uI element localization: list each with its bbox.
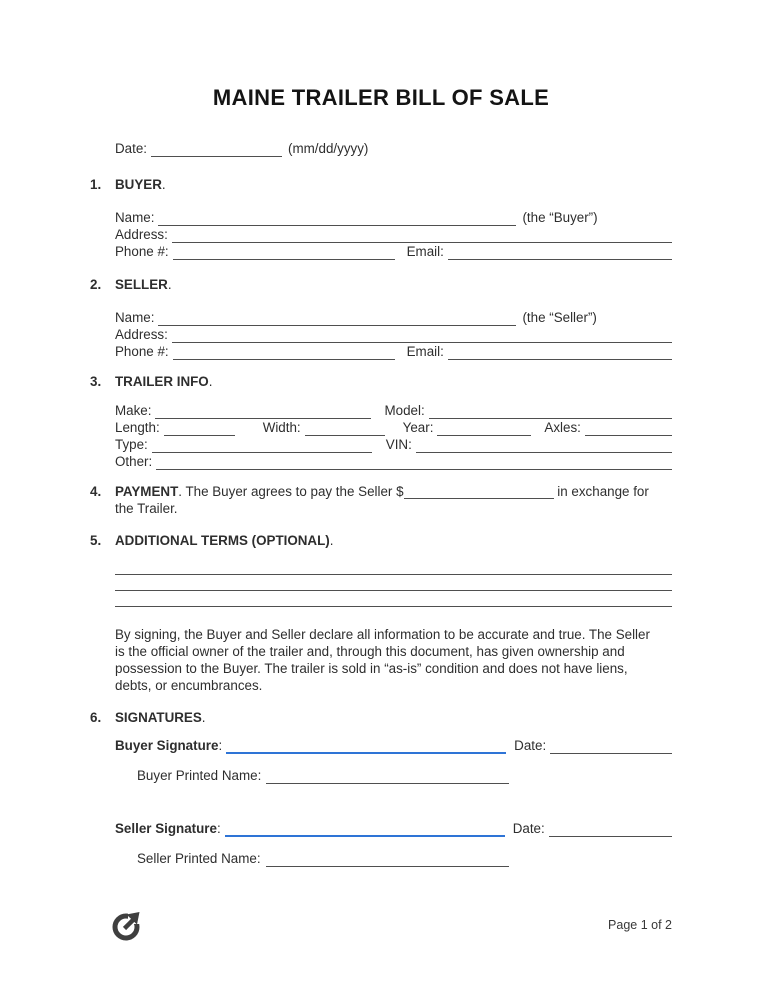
buyer-printed-name-label: Buyer Printed Name: <box>137 768 262 783</box>
date-format-hint: (mm/dd/yyyy) <box>288 141 369 156</box>
seller-signature-input-line[interactable] <box>225 823 505 837</box>
seller-signature-date-input-line[interactable] <box>549 823 672 837</box>
additional-terms-title: ADDITIONAL TERMS (OPTIONAL) <box>115 533 330 548</box>
seller-email-input-line[interactable] <box>448 346 672 360</box>
buyer-signature-label: Buyer Signature <box>115 738 219 753</box>
date-row <box>115 140 672 157</box>
buyer-phone-email-row <box>115 243 672 260</box>
seller-signature-date-label: Date: <box>512 821 545 836</box>
additional-terms-lines <box>115 559 672 607</box>
page-title: MAINE TRAILER BILL OF SALE <box>212 85 550 110</box>
additional-terms-line-1[interactable] <box>115 559 672 575</box>
additional-terms-number: 5. <box>90 533 102 548</box>
seller-signature-row <box>115 820 672 837</box>
payment-section-title: PAYMENT <box>115 484 179 499</box>
date-input-line[interactable] <box>151 143 282 157</box>
circular-arrow-logo-icon[interactable] <box>111 909 142 942</box>
seller-signature-colon: : <box>216 821 221 836</box>
trailer-width-input-line[interactable] <box>305 422 385 436</box>
buyer-section-number: 1. <box>90 177 102 192</box>
payment-section <box>90 483 672 517</box>
trailer-axles-label: Axles: <box>544 420 581 435</box>
signatures-heading-period: . <box>201 710 206 725</box>
trailer-other-row <box>115 453 672 470</box>
seller-phone-email-row <box>115 343 672 360</box>
trailer-model-label: Model: <box>384 403 425 418</box>
trailer-model-input-line[interactable] <box>429 405 672 419</box>
trailer-other-label: Other: <box>115 454 153 469</box>
trailer-make-model-row <box>115 402 672 419</box>
seller-address-row <box>115 326 672 343</box>
trailer-width-label: Width: <box>262 420 301 435</box>
declaration-line: By signing, the Buyer and Seller declare all information to be accurate and true. The Seller <box>115 627 650 642</box>
seller-name-input-line[interactable] <box>158 312 516 326</box>
buyer-signature-input-line[interactable] <box>226 740 506 754</box>
seller-phone-label: Phone #: <box>115 344 169 359</box>
buyer-name-row <box>115 209 672 226</box>
buyer-printed-name-input-line[interactable] <box>266 770 509 784</box>
buyer-heading-period: . <box>161 177 166 192</box>
additional-terms-heading <box>90 532 672 549</box>
payment-text-after: in exchange for <box>553 484 649 499</box>
trailer-dimensions-row <box>115 419 672 436</box>
buyer-section-title: BUYER <box>115 177 162 192</box>
seller-name-suffix: (the “Seller”) <box>522 310 597 325</box>
buyer-name-label: Name: <box>115 210 155 225</box>
trailer-heading-period: . <box>208 374 213 389</box>
seller-printed-name-label: Seller Printed Name: <box>137 851 261 866</box>
buyer-signature-colon: : <box>218 738 223 753</box>
seller-section-body <box>115 309 672 360</box>
buyer-phone-input-line[interactable] <box>173 246 395 260</box>
trailer-section-number: 3. <box>90 374 102 389</box>
trailer-other-input-line[interactable] <box>156 456 672 470</box>
buyer-address-row <box>115 226 672 243</box>
declaration-line: is the official owner of the trailer and, through this document, has given ownership and <box>115 644 625 659</box>
buyer-name-suffix: (the “Buyer”) <box>522 210 598 225</box>
seller-address-input-line[interactable] <box>172 329 672 343</box>
buyer-address-label: Address: <box>115 227 168 242</box>
buyer-name-input-line[interactable] <box>158 212 516 226</box>
trailer-type-vin-row <box>115 436 672 453</box>
trailer-section-body <box>115 402 672 470</box>
trailer-year-input-line[interactable] <box>437 422 531 436</box>
trailer-year-label: Year: <box>402 420 434 435</box>
buyer-printed-name-row <box>137 767 672 784</box>
seller-signature-label: Seller Signature <box>115 821 217 836</box>
payment-section-number: 4. <box>90 484 102 499</box>
payment-amount-input-line[interactable] <box>404 486 554 499</box>
trailer-vin-label: VIN: <box>385 437 412 452</box>
seller-printed-name-input-line[interactable] <box>266 853 509 867</box>
buyer-section-heading <box>90 176 672 193</box>
additional-terms-line-3[interactable] <box>115 591 672 607</box>
additional-terms-line-2[interactable] <box>115 575 672 591</box>
seller-printed-name-row <box>137 850 672 867</box>
buyer-section-body <box>115 209 672 260</box>
buyer-signature-date-input-line[interactable] <box>550 740 672 754</box>
buyer-address-input-line[interactable] <box>172 229 672 243</box>
seller-name-row <box>115 309 672 326</box>
seller-heading-period: . <box>167 277 172 292</box>
trailer-section-heading <box>90 373 672 390</box>
trailer-vin-input-line[interactable] <box>416 439 672 453</box>
trailer-type-input-line[interactable] <box>152 439 372 453</box>
trailer-length-label: Length: <box>115 420 160 435</box>
trailer-length-input-line[interactable] <box>164 422 235 436</box>
buyer-email-label: Email: <box>406 244 444 259</box>
signatures-section-heading <box>90 709 672 726</box>
trailer-axles-input-line[interactable] <box>585 422 672 436</box>
seller-address-label: Address: <box>115 327 168 342</box>
payment-text-before: . The Buyer agrees to pay the Seller $ <box>178 484 404 499</box>
date-label: Date: <box>115 141 148 156</box>
buyer-signature-date-label: Date: <box>514 738 547 753</box>
declaration-line: possession to the Buyer. The trailer is sold in “as-is” condition and does not have liens, <box>115 661 628 676</box>
seller-section-heading <box>90 276 672 293</box>
payment-paragraph <box>115 483 672 517</box>
declaration-paragraph <box>115 626 672 694</box>
page-indicator: Page 1 of 2 <box>608 918 672 932</box>
trailer-section-title: TRAILER INFO <box>115 374 209 389</box>
payment-text-tail: the Trailer. <box>115 501 178 516</box>
seller-email-label: Email: <box>406 344 444 359</box>
declaration-line: debts, or encumbrances. <box>115 678 263 693</box>
trailer-make-label: Make: <box>115 403 152 418</box>
trailer-type-label: Type: <box>115 437 148 452</box>
signatures-section-title: SIGNATURES <box>115 710 202 725</box>
seller-phone-input-line[interactable] <box>173 346 395 360</box>
seller-section-number: 2. <box>90 277 102 292</box>
signatures-section-number: 6. <box>90 710 102 725</box>
trailer-make-input-line[interactable] <box>155 405 371 419</box>
buyer-email-input-line[interactable] <box>448 246 672 260</box>
additional-terms-period: . <box>329 533 334 548</box>
buyer-phone-label: Phone #: <box>115 244 169 259</box>
buyer-signature-row <box>115 737 672 754</box>
seller-name-label: Name: <box>115 310 155 325</box>
seller-section-title: SELLER <box>115 277 168 292</box>
